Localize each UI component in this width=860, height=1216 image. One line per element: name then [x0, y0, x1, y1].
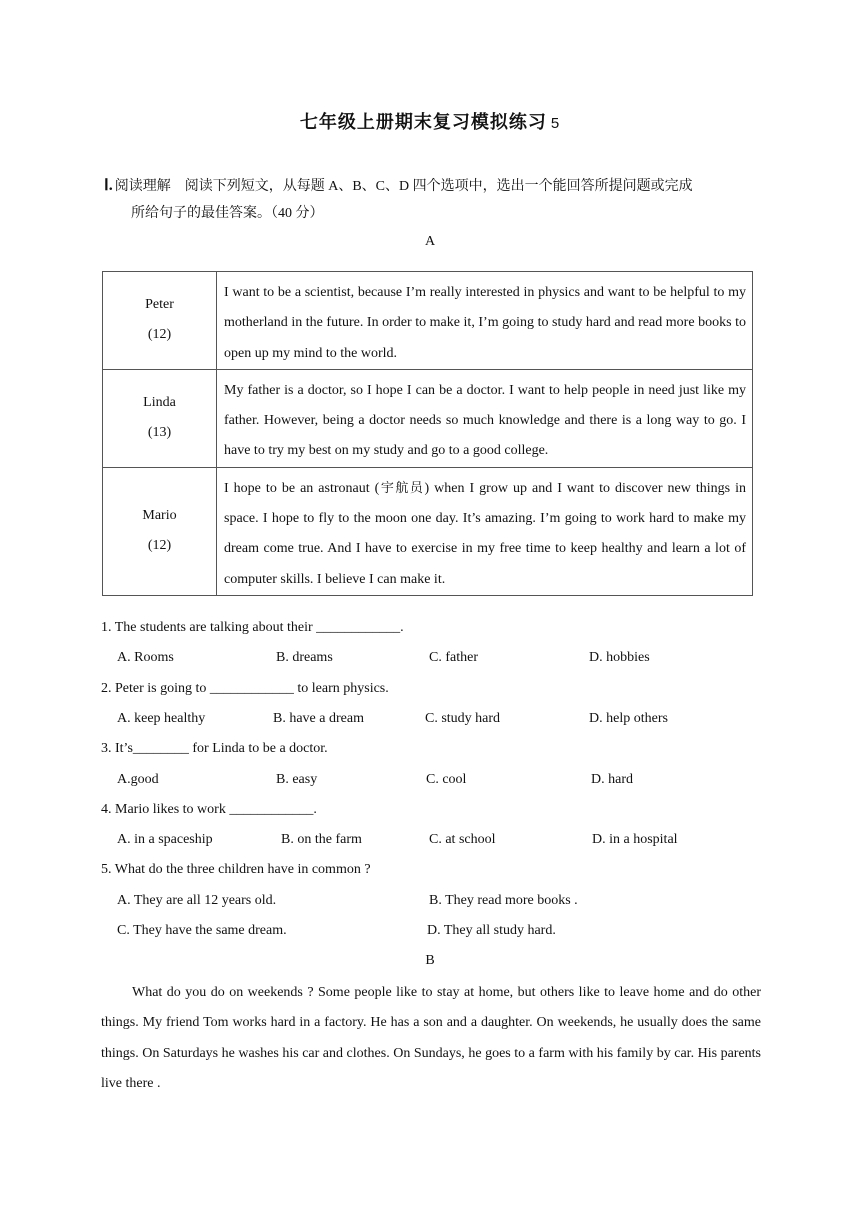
table-row: [103, 369, 753, 467]
question-4-option-d: D. in a hospital: [592, 832, 678, 847]
question-4-option-a: A. in a spaceship: [117, 832, 213, 847]
question-2-option-b: B. have a dream: [273, 711, 364, 726]
question-5-option-b: B. They read more books .: [429, 893, 578, 908]
question-3-option-a: A.good: [117, 772, 159, 787]
question-3-option-d: D. hard: [591, 772, 633, 787]
question-3-option-b: B. easy: [276, 772, 318, 787]
title-number: 5: [550, 115, 561, 132]
question-5-stem: 5. What do the three children have in common ?: [101, 862, 371, 877]
student-text: [217, 272, 753, 370]
passage-b-letter: B: [425, 953, 435, 968]
question-2-stem: 2. Peter is going to ____________ to learn physics.: [101, 681, 389, 696]
student-name: Linda: [143, 395, 176, 411]
question-4-stem: 4. Mario likes to work ____________.: [101, 802, 317, 817]
passage-a-letter: A: [424, 234, 436, 249]
question-1-option-b: B. dreams: [276, 650, 333, 665]
question-3-option-c: C. cool: [426, 772, 467, 787]
student-text-content-continued: ) when I grow up and I want to discover new things in space. I hope to fly to the moon one day. It’s amazing. I’m going to work hard to make my dream come true. And I have to exercise in my free time to keep healthy and learn a lot of computer skills. I believe I can make it.: [224, 480, 746, 587]
question-5-option-d: D. They all study hard.: [427, 923, 556, 938]
student-text-content: I want to be a scientist, because I’m really interested in physics and want to be helpful to my motherland in the future. In order to make it, I’m going to study hard and read more books to open up my mind to the world.: [224, 285, 746, 361]
question-2-option-c: C. study hard: [425, 711, 501, 726]
student-cell: [103, 467, 217, 595]
student-cell: [103, 369, 217, 467]
student-name: Peter: [145, 297, 174, 313]
question-1-option-d: D. hobbies: [589, 650, 650, 665]
page-title: [0, 108, 860, 134]
question-5-option-a: A. They are all 12 years old.: [117, 893, 277, 908]
student-text-content: I hope to be an astronaut (: [224, 480, 380, 496]
student-age: (13): [147, 425, 172, 441]
question-1-option-c: C. father: [429, 650, 478, 665]
student-text-content: My father is a doctor, so I hope I can be a doctor. I want to help people in need just like my father. However, being a doctor needs so much knowledge and there is a long way to go. I have to try my best on my study and go to a good college.: [224, 382, 746, 459]
question-1-option-a: A. Rooms: [117, 650, 174, 665]
section-heading: [104, 172, 693, 201]
section-roman-numeral: Ⅰ.: [104, 177, 113, 194]
question-5-option-c: C. They have the same dream.: [117, 923, 287, 938]
table-row: [103, 467, 753, 595]
student-age: (12): [147, 538, 172, 554]
question-4-option-b: B. on the farm: [281, 832, 362, 847]
student-age: (12): [147, 327, 172, 343]
student-text: [217, 467, 753, 595]
passage-b-text: What do you do on weekends ? Some people like to stay at home, but others like to leave home and do other things. My friend Tom works hard in a factory. He has a son and a daughter. On weekends, he usually does the same things. On Saturdays he washes his car and clothes. On Sundays, he goes to a farm with his family by car. His parents live there .: [101, 985, 761, 1091]
student-name: Mario: [142, 508, 177, 524]
student-text-cjk: 宇航员: [379, 480, 425, 496]
table-row: [103, 272, 753, 370]
student-cell: [103, 272, 217, 370]
passage-a-table: [102, 271, 753, 596]
section-instruction-line1: 阅读下列短文，从每题 A、B、C、D 四个选项中，选出一个能回答所提问题或完成: [184, 179, 693, 194]
section-label: 阅读理解: [114, 179, 171, 194]
section-instruction-line2: 所给句子的最佳答案。（40 分）: [131, 206, 324, 221]
student-text: [217, 369, 753, 467]
question-4-option-c: C. at school: [429, 832, 496, 847]
question-1-stem: 1. The students are talking about their ____________.: [101, 620, 404, 635]
question-3-stem: 3. It’s________ for Linda to be a doctor.: [101, 741, 328, 756]
question-2-option-d: D. help others: [589, 711, 668, 726]
title-text: 七年级上册期末复习模拟练习: [299, 112, 547, 133]
question-2-option-a: A. keep healthy: [117, 711, 206, 726]
